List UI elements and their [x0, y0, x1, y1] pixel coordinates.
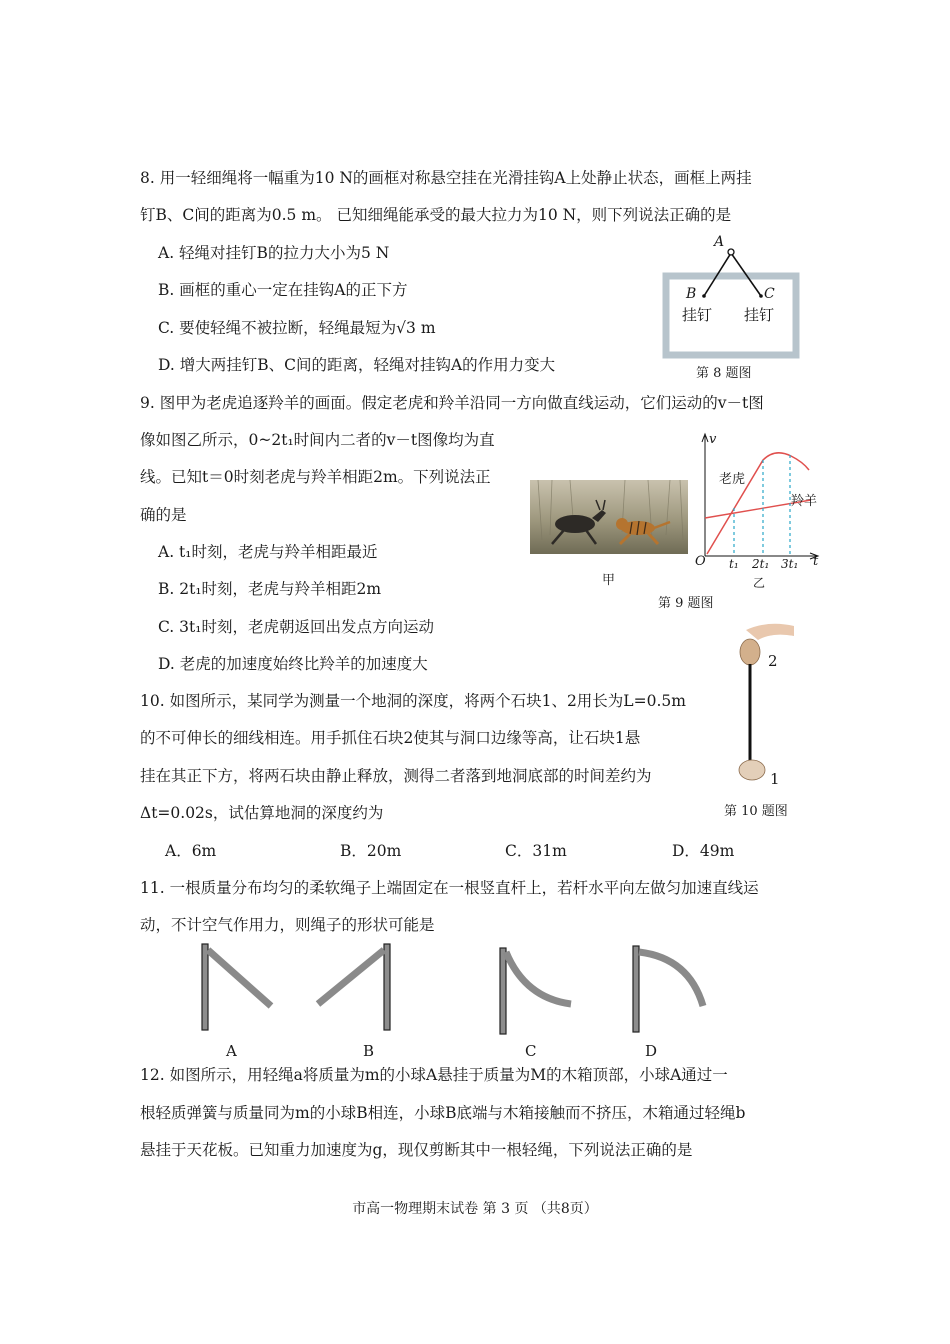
tick-t1: t₁: [729, 557, 739, 571]
antelope-line-label: 羚羊: [791, 494, 818, 509]
choice-b-figure: [318, 944, 390, 1030]
q9-option-d: D. 老虎的加速度始终比羚羊的加速度大: [158, 655, 428, 673]
q10-caption: 第 10 题图: [724, 804, 788, 819]
q8-option-b: B. 画框的重心一定在挂钩A的正下方: [158, 281, 408, 299]
hand: [746, 624, 794, 640]
q10-stem-line1: 10. 如图所示，某同学为测量一个地洞的深度，将两个石块1、2用长为L=0.5m: [140, 692, 686, 710]
label-nail-b-text: 挂钉: [682, 306, 713, 324]
q10-stem-line4: Δt=0.02s，试估算地洞的深度约为: [140, 804, 384, 822]
q11-stem-line2: 动，不计空气作用力，则绳子的形状可能是: [140, 916, 435, 934]
q9-vt-graph: [693, 430, 823, 590]
q12-stem-line2: 根轻质弹簧与质量同为m的小球B相连，小球B底端与木箱接触而不挤压，木箱通过轻绳b: [140, 1104, 746, 1122]
q12-stem-line3: 悬挂于天花板。已知重力加速度为g，现仅剪断其中一根轻绳，下列说法正确的是: [140, 1141, 693, 1159]
q8-stem-line2: 钉B、C间的距离为0.5 m。 已知细绳能承受的最大拉力为10 N，则下列说法正确的是: [140, 206, 732, 224]
q9-option-c: C. 3t₁时刻，老虎朝返回出发点方向运动: [158, 618, 434, 636]
q11-choice-b-label: B: [363, 1042, 375, 1060]
q9-option-a: A. t₁时刻，老虎与羚羊相距最近: [158, 543, 378, 561]
tick-3t1: 3t₁: [781, 557, 799, 571]
q10-option-b: B．20m: [340, 842, 402, 860]
q10-option-a: A．6m: [165, 842, 217, 860]
q10-option-c: C．31m: [505, 842, 567, 860]
q11-choice-c-label: C: [525, 1042, 537, 1060]
hook-a: [728, 249, 734, 255]
q8-option-d: D. 增大两挂钉B、C间的距离，轻绳对挂钩A的作用力变大: [158, 356, 556, 374]
label-nail-c-text: 挂钉: [744, 306, 775, 324]
antelope-body: [555, 515, 595, 533]
q8-stem-line1: 8. 用一轻细绳将一幅重为10 N的画框对称悬空挂在光滑挂钩A上处静止状态，画框上两挂: [140, 169, 752, 187]
graph-label-yi: 乙: [753, 576, 766, 590]
q8-figure: [660, 236, 805, 361]
label-hook-a: A: [714, 234, 725, 250]
q11-choice-a-label: A: [226, 1042, 237, 1060]
stone-1-label: 1: [770, 770, 780, 788]
q12-stem-line1: 12. 如图所示，用轻绳a将质量为m的小球A悬挂于质量为M的木箱顶部，小球A通过一: [140, 1066, 728, 1084]
stone-2: [740, 639, 760, 665]
v-axis-label: v: [709, 432, 717, 447]
stone-1: [739, 760, 765, 780]
q10-stem-line3: 挂在其正下方，将两石块由静止释放，测得二者落到地洞底部的时间差约为: [140, 767, 652, 785]
choice-c-figure: [500, 948, 571, 1034]
choice-d-figure: [633, 946, 703, 1032]
q11-stem-line1: 11. 一根质量分布均匀的柔软绳子上端固定在一根竖直杆上，若杆水平向左做匀加速直线运: [140, 879, 759, 897]
photo-illustration: [530, 480, 688, 554]
origin-label: O: [695, 554, 706, 569]
q8-caption: 第 8 题图: [696, 366, 752, 381]
q11-rope-shapes: [195, 940, 715, 1040]
nail-c: [759, 294, 763, 298]
q8-option-a: A. 轻绳对挂钉B的拉力大小为5 N: [158, 244, 390, 262]
q11-choice-d-label: D: [645, 1042, 658, 1060]
q9-stem-line1: 9. 图甲为老虎追逐羚羊的画面。假定老虎和羚羊沿同一方向做直线运动，它们运动的v－t图: [140, 394, 764, 412]
tiger-curve-label: 老虎: [719, 472, 746, 487]
t-axis-label: t: [813, 554, 819, 569]
q8-option-c: C. 要使轻绳不被拉断，轻绳最短为√3 m: [158, 319, 436, 337]
label-nail-c: C: [764, 286, 775, 302]
q9-stem-line3: 线。已知t＝0时刻老虎与羚羊相距2m。下列说法正: [140, 468, 491, 486]
photo-label-jia: 甲: [602, 573, 616, 588]
tick-2t1: 2t₁: [752, 557, 770, 571]
picture-frame-diagram: [660, 236, 805, 361]
stone-2-label: 2: [768, 652, 778, 670]
label-nail-b: B: [686, 286, 697, 302]
q9-stem-line4: 确的是: [140, 506, 187, 524]
q9-option-b: B. 2t₁时刻，老虎与羚羊相距2m: [158, 580, 382, 598]
stones-diagram: [728, 620, 798, 790]
choice-a-figure: [202, 944, 271, 1030]
nail-b: [702, 294, 706, 298]
q9-caption: 第 9 题图: [658, 596, 714, 611]
q10-option-d: D．49m: [672, 842, 735, 860]
tiger-antelope-photo: [530, 480, 688, 554]
page-footer: 市高一物理期末试卷 第 3 页 （共8页）: [352, 1201, 598, 1217]
q10-figure: [728, 620, 798, 790]
q10-stem-line2: 的不可伸长的细线相连。用手抓住石块2使其与洞口边缘等高，让石块1悬: [140, 729, 641, 747]
q9-stem-line2: 像如图乙所示，0~2t₁时间内二者的v－t图像均为直: [140, 431, 495, 449]
rope-shapes-svg: [195, 940, 715, 1040]
